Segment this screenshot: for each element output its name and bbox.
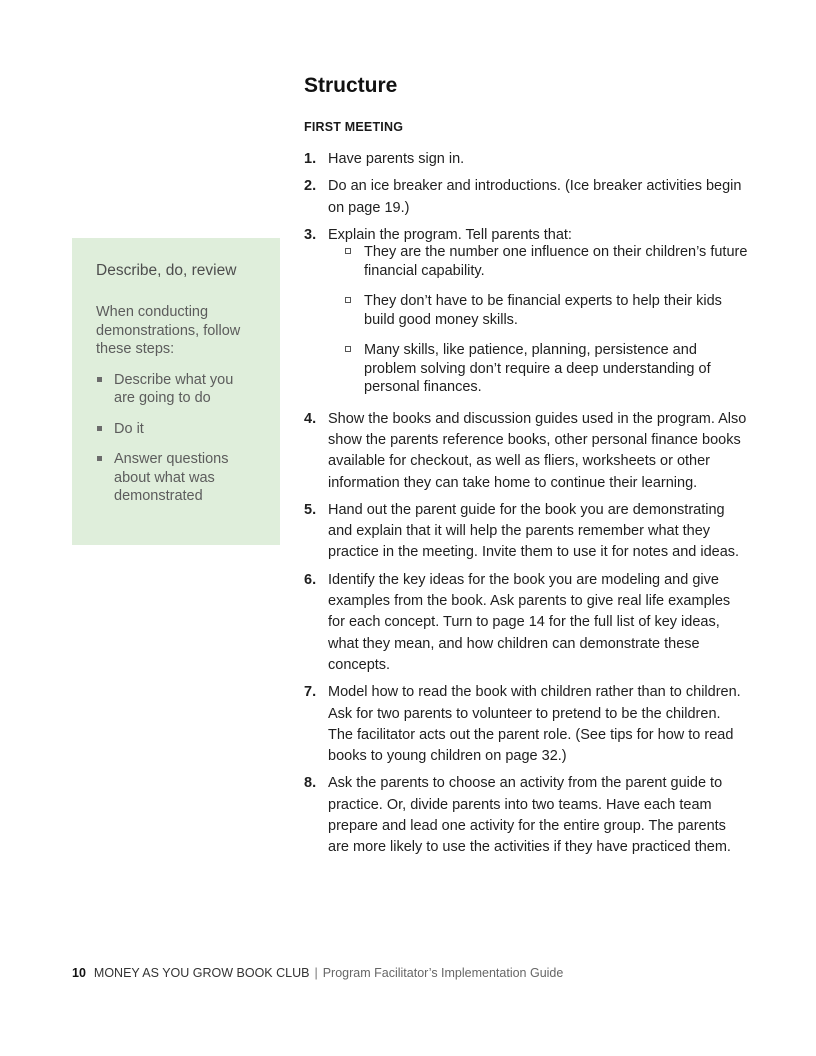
step-number: 8. <box>304 775 317 792</box>
step-text: Do an ice breaker and introductions. (Ice breaker activities begin on page 19.) <box>328 178 742 216</box>
hollow-square-bullet-icon <box>345 248 351 254</box>
step-item <box>304 682 749 767</box>
step-item <box>304 500 749 564</box>
step-item <box>304 149 749 170</box>
step-text: Show the books and discussion guides used in the program. Also show the parents reference books, other personal finance books available for checkout, as well as fliers, worksheets or other information they can take home to continue their learning. <box>328 410 747 491</box>
step-text: Identify the key ideas for the book you are modeling and give examples from the book. Ask parents to give real life examples for each concept. Turn to page 14 for the full list of key ideas, what they mean, and how children can demonstrate these concepts. <box>328 571 731 673</box>
step-number: 1. <box>304 151 317 167</box>
hollow-square-bullet-icon <box>345 346 351 352</box>
step-item <box>304 225 749 397</box>
page-footer <box>72 966 563 980</box>
sidebar-title: Describe, do, review <box>96 262 237 279</box>
sidebar-callout <box>72 238 280 545</box>
step-item <box>304 773 749 858</box>
sub-bullet-text: They are the number one influence on their children’s future financial capability. <box>364 244 748 279</box>
step-number: 2. <box>304 178 317 195</box>
sub-bullet <box>345 292 749 329</box>
sub-bullet-text: Many skills, like patience, planning, persistence and problem solving don’t require a deep understanding of personal finances. <box>364 342 711 396</box>
sub-bullet-text: They don’t have to be financial experts to help their kids build good money skills. <box>364 293 722 328</box>
sub-bullet <box>345 341 749 397</box>
step-item <box>304 176 749 219</box>
sidebar-bullet-list <box>96 371 256 506</box>
step-number: 4. <box>304 410 317 427</box>
main-content <box>304 72 749 865</box>
step-item <box>304 570 749 676</box>
sidebar-bullet <box>96 450 256 506</box>
sidebar-bullet <box>96 420 256 439</box>
step-item <box>304 409 749 494</box>
step-sub-bullet-list <box>328 243 749 397</box>
footer-title: MONEY AS YOU GROW BOOK CLUB <box>93 966 310 980</box>
section-heading: Structure <box>304 74 398 97</box>
sidebar-bullet-text: Describe what you are going to do <box>114 371 234 406</box>
square-bullet-icon <box>97 456 102 461</box>
step-text: Have parents sign in. <box>328 151 465 167</box>
footer-separator: | <box>314 966 318 980</box>
step-text: Hand out the parent guide for the book you are demonstrating and explain that it will help the parents remember what they practice in the meeting. Invite them to use it for notes and ideas. <box>328 501 740 561</box>
step-number: 3. <box>304 226 317 243</box>
step-number: 5. <box>304 501 317 518</box>
sub-bullet <box>345 243 749 280</box>
sidebar-bullet <box>96 371 256 408</box>
section-subheading: FIRST MEETING <box>304 120 404 134</box>
square-bullet-icon <box>97 426 102 431</box>
step-number: 6. <box>304 571 317 588</box>
steps-list <box>304 149 749 859</box>
step-number: 7. <box>304 684 317 701</box>
sidebar-bullet-text: Answer questions about what was demonstrated <box>114 451 229 504</box>
footer-subtitle: Program Facilitator’s Implementation Guide <box>322 966 564 980</box>
sidebar-bullet-text: Do it <box>114 420 144 437</box>
sidebar-intro: When conducting demonstrations, follow these steps: <box>96 304 241 357</box>
step-text: Explain the program. Tell parents that: <box>328 226 572 243</box>
hollow-square-bullet-icon <box>345 297 351 303</box>
page-number: 10 <box>72 966 86 980</box>
step-text: Ask the parents to choose an activity from the parent guide to practice. Or, divide parents into two teams. Have each team prepare and lead one activity for the entire group. The parents are more likely to use the activities if they have practiced them. <box>328 775 731 856</box>
step-text: Model how to read the book with children rather than to children. Ask for two parents to volunteer to pretend to be the children. The facilitator acts out the parent role. (See tips for how to read books to young children on page 32.) <box>328 684 741 765</box>
square-bullet-icon <box>97 377 102 382</box>
